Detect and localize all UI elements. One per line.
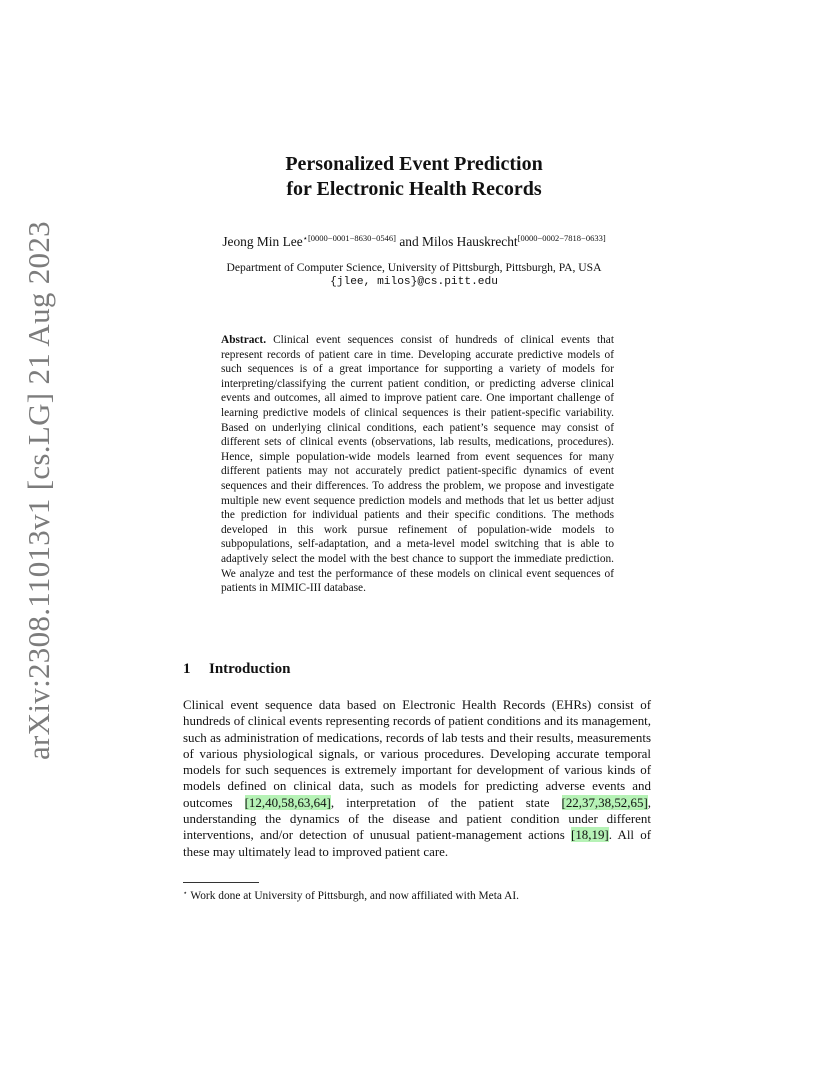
paper-title: [0, 152, 828, 202]
footnote-rule: [183, 882, 259, 883]
affiliation: Department of Computer Science, University of Pittsburgh, Pittsburgh, PA, USA: [226, 261, 602, 274]
intro-text-4: . All of these may ultimately lead to improved patient care.: [183, 827, 651, 859]
abstract-text: Clinical event sequences consist of hundreds of clinical events that represent records of patient care in time. Developing accurate predictive models of such sequences is of a great importance for supporting a variety of models for interpreting/classifying the current patient condition, or predicting adverse clinical events and outcomes, all aimed to improve patient care. One important challenge of learning predictive models of clinical sequences is their patient-specific variability. Based on underlying clinical conditions, each patient’s sequence may consist of different sets of clinical events (observations, lab results, medications, procedures). Hence, simple population-wide models learned from event sequences for many different patients may not accurately predict patient-specific dynamics of event sequences and their differences. To address the problem, we propose and investigate multiple new event sequence prediction models and methods that let us better adjust the prediction for individual patients and their specific conditions. The methods developed in this work pursue refinement of population-wide models to subpopulations, self-adaptation, and a meta-level model switching that is able to adaptively select the model with the best chance to support the immediate prediction. We analyze and test the performance of these models on clinical event sequences of patients in MIMIC-III database.: [221, 334, 614, 595]
title-line-2: for Electronic Health Records: [286, 178, 542, 200]
author-2-name: Milos Hauskrecht: [422, 234, 518, 249]
intro-text-2: , interpretation of the patient state: [330, 794, 562, 810]
section-heading: [183, 659, 290, 679]
citation-link-3[interactable]: [18,19]: [571, 827, 609, 843]
author-list: [0, 229, 828, 251]
author-conjunction: and: [396, 234, 423, 249]
footnote: [183, 886, 651, 903]
footnote-marker: ⋆: [183, 889, 188, 897]
author-email: {jlee, milos}@cs.pitt.edu: [330, 276, 498, 288]
abstract: [221, 333, 614, 596]
author-1-name: Jeong Min Lee: [222, 234, 303, 249]
intro-text-1: Clinical event sequence data based on Electronic Health Records (EHRs) consist of hundreds of clinical events representing records of patient conditions and its management, such as administration of medications, records of lab tests and their results, measurements of various physiological signals, or various procedures. Developing accurate temporal models for such sequences is extremely important for development of various kinds of models defined on clinical data, such as models for predicting adverse events and outcomes: [183, 697, 651, 810]
abstract-label: Abstract.: [221, 334, 267, 346]
citation-link-2[interactable]: [22,37,38,52,65]: [561, 794, 648, 810]
footnote-text: Work done at University of Pittsburgh, and now affiliated with Meta AI.: [190, 890, 520, 902]
title-line-1: Personalized Event Prediction: [285, 153, 543, 175]
author-2-orcid: [0000−0002−7818−0633]: [517, 233, 606, 243]
author-1-orcid: ⋆[0000−0001−8630−0546]: [302, 233, 397, 243]
arxiv-identifier: arXiv:2308.11013v1 [cs.LG] 21 Aug 2023: [21, 221, 56, 760]
section-title: Introduction: [209, 661, 291, 677]
intro-text-3: , understanding the dynamics of the disease and patient condition under different interventions, and/or detection of unusual patient-management actions: [183, 794, 651, 843]
intro-paragraph: [183, 697, 651, 860]
section-number: 1: [183, 661, 191, 677]
citation-link-1[interactable]: [12,40,58,63,64]: [244, 794, 331, 810]
